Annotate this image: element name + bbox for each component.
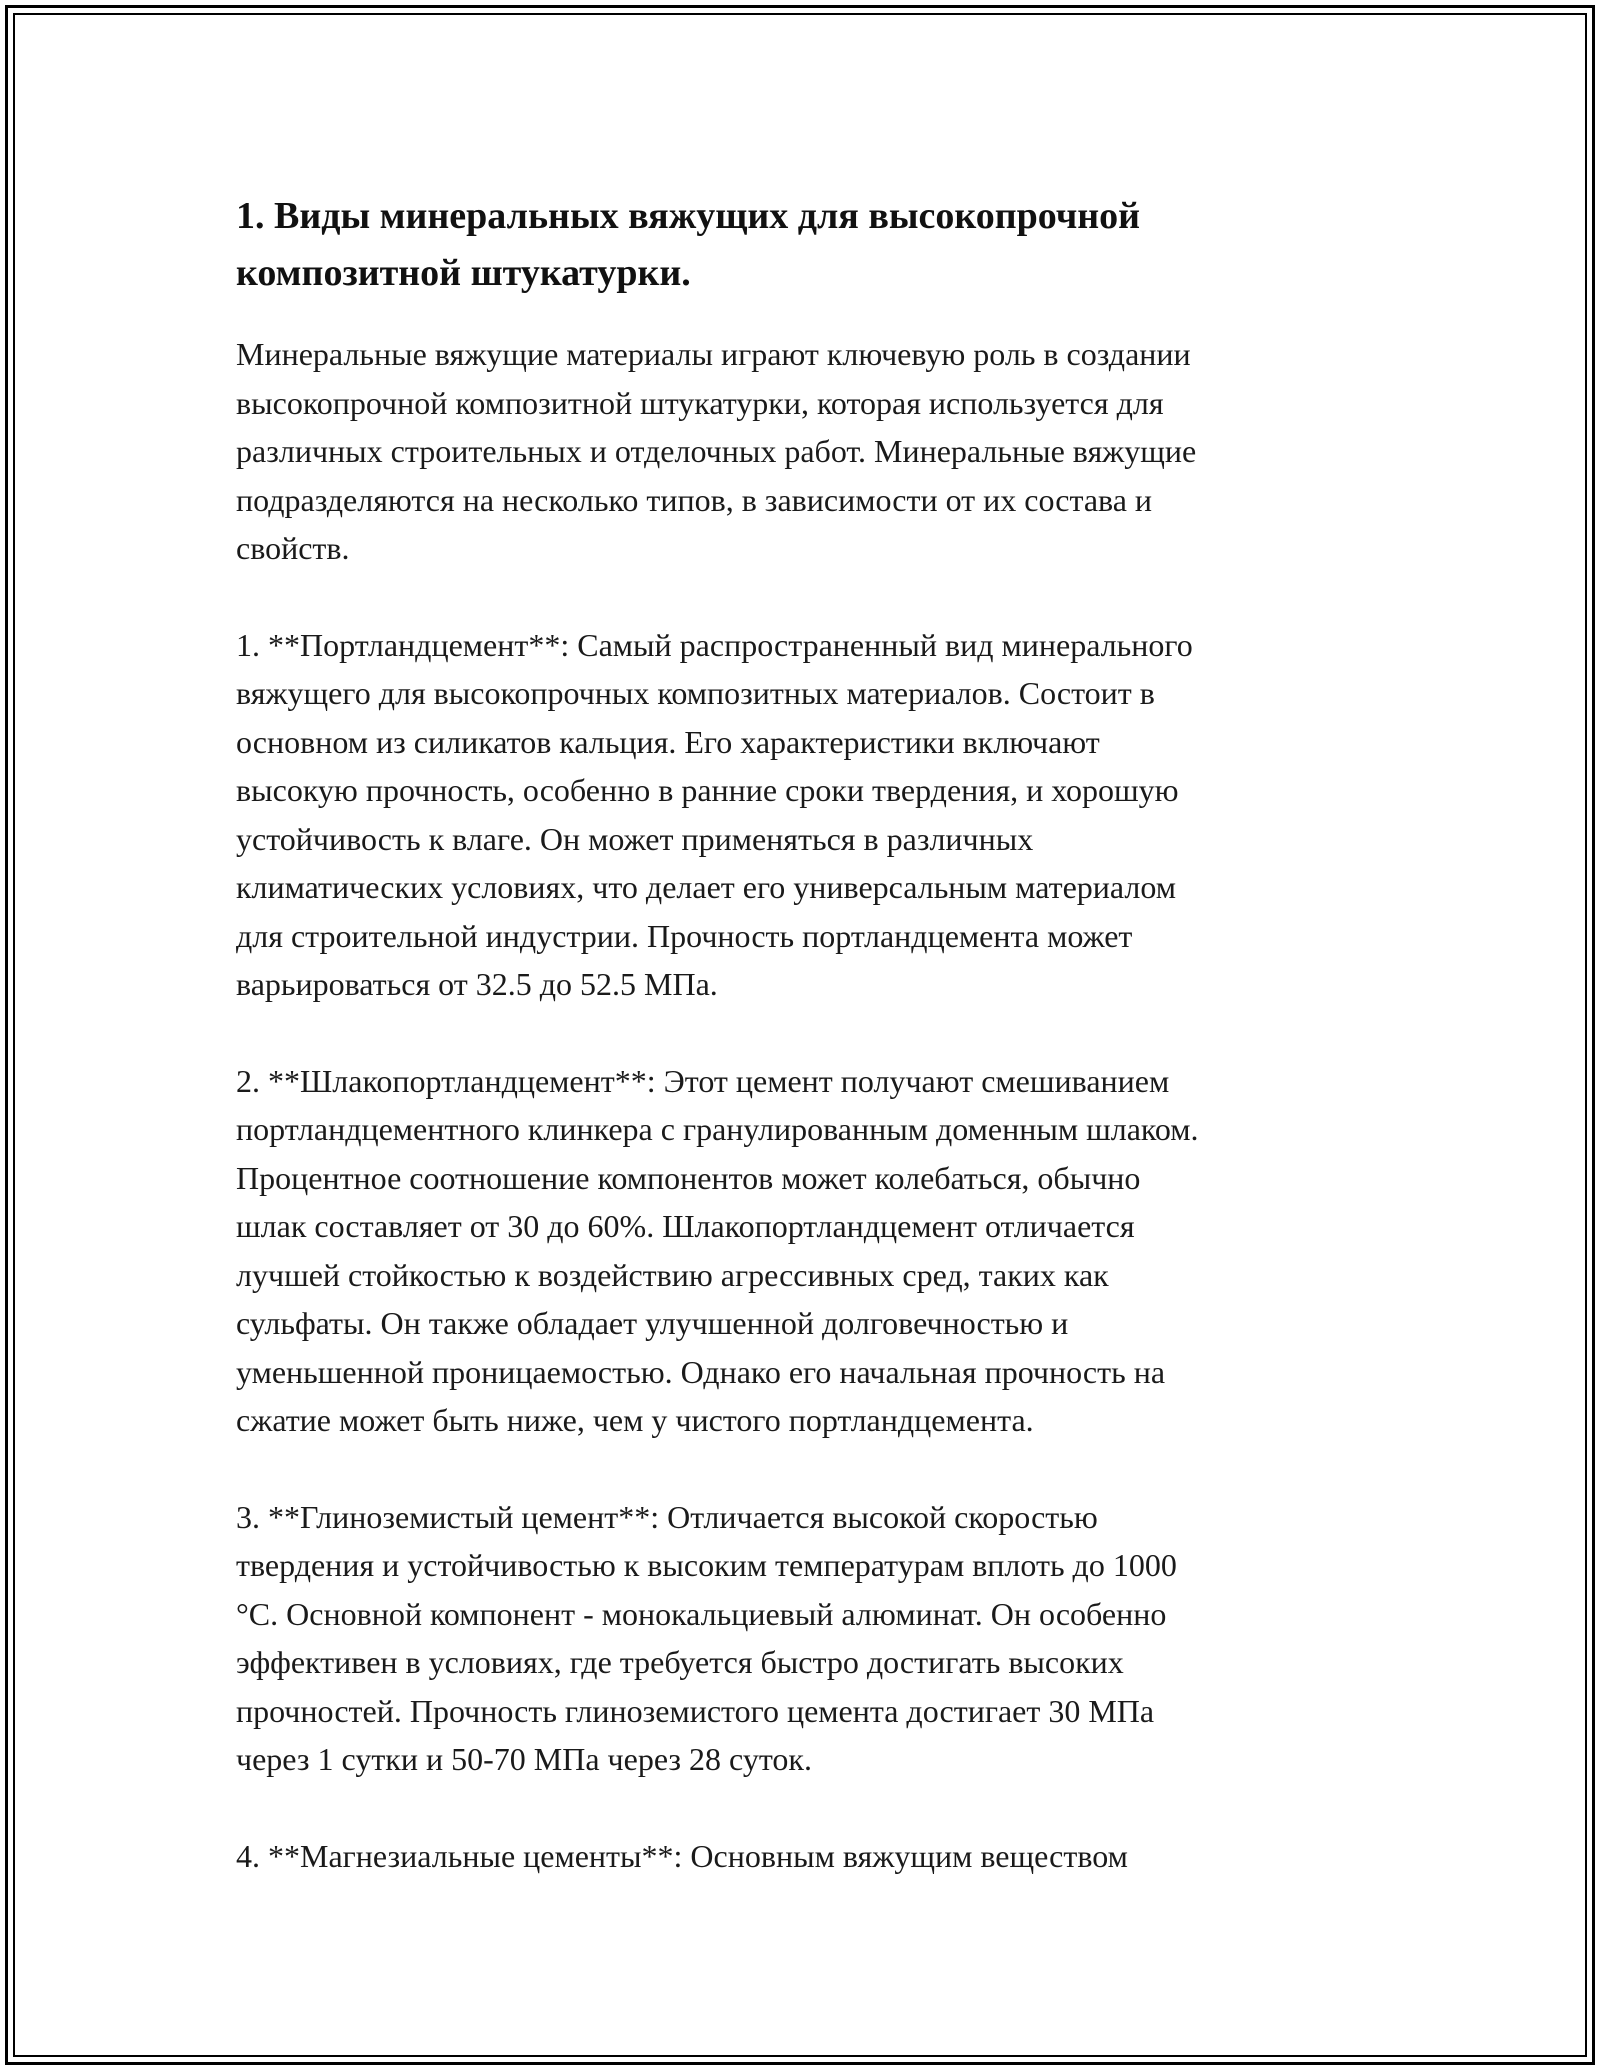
paragraph-portland-cement: 1. **Портландцемент**: Самый распространенный вид минерального вяжущего для высокопрочных композитных материалов. Состоит в основном из силикатов кальция. Его характеристики включают высокую прочность, особенно в ранние сроки твердения, и хорошую устойчивость к влаге. Он может применяться в различных климатических условиях, что делает его универсальным материалом для строительной индустрии. Прочность портландцемента может варьироваться от 32.5 до 52.5 МПа. — [236, 626, 1193, 1002]
intro-paragraph: Минеральные вяжущие материалы играют ключевую роль в создании высокопрочной композитной штукатурки, которая используется для различных строительных и отделочных работ. Минеральные вяжущие подразделяются на несколько типов, в зависимости от их состава и свойств. — [236, 336, 1197, 566]
section-heading: 1. Виды минеральных вяжущих для высокопрочной композитной штукатурки. — [236, 195, 1141, 294]
paragraph-slag-portland-cement: 2. **Шлакопортландцемент**: Этот цемент получают смешиванием портландцементного клинкера с гранулированным доменным шлаком. Процентное соотношение компонентов может колебаться, обычно шлак составляет от 30 до 60%. Шлакопортландцемент отличается лучшей стойкостью к воздействию агрессивных сред, таких как сульфаты. Он также обладает улучшенной долговечностью и уменьшенной проницаемостью. Однако его начальная прочность на сжатие может быть ниже, чем у чистого портландцемента. — [236, 1062, 1199, 1438]
paragraph-magnesia-cements: 4. **Магнезиальные цементы**: Основным вяжущим веществом — [236, 1837, 1128, 1874]
paragraph-alumina-cement: 3. **Глиноземистый цемент**: Отличается высокой скоростью твердения и устойчивостью к высоким температурам вплоть до 1000 °C. Основной компонент - монокальциевый алюминат. Он особенно эффективен в условиях, где требуется быстро достигать высоких прочностей. Прочность глиноземистого цемента достигает 30 МПа через 1 сутки и 50-70 МПа через 28 суток. — [236, 1498, 1177, 1777]
document-body — [236, 188, 1366, 1928]
